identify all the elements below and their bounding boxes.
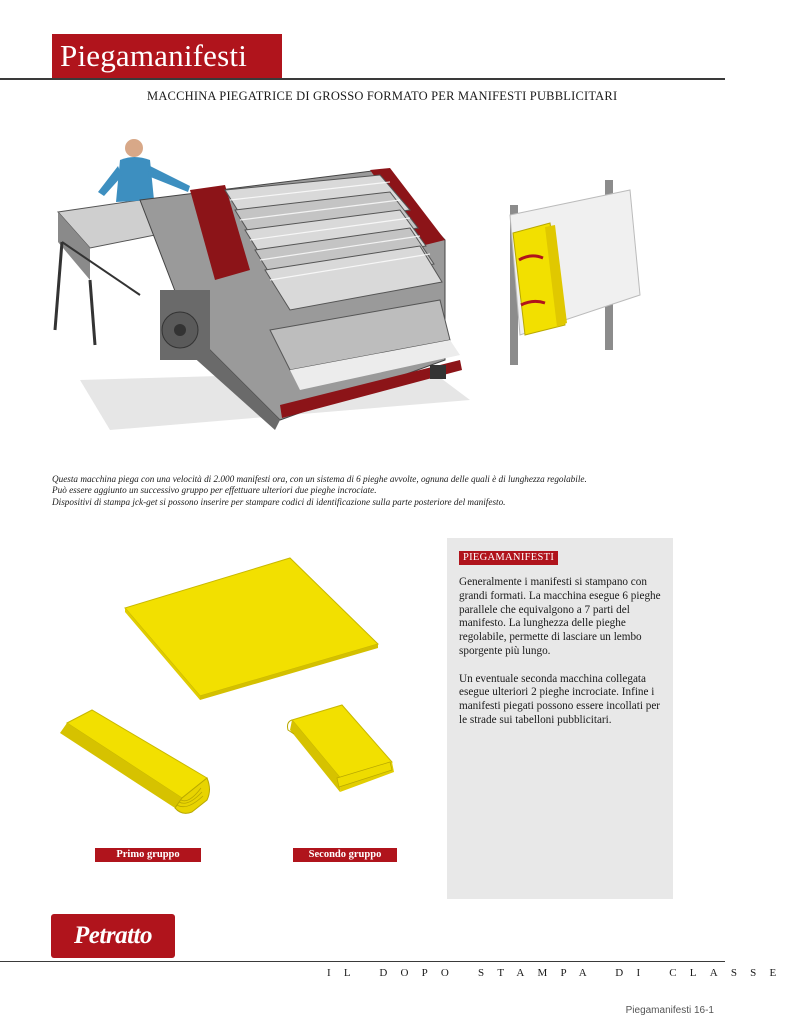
page-subtitle: MACCHINA PIEGATRICE DI GROSSO FORMATO PER MANIFESTI PUBBLICITARI [147, 89, 618, 103]
sidebar-paragraph: Un eventuale seconda macchina collegata esegue ulteriori 2 pieghe incrociate. Infine i manifesti piegati possono essere incollati per le strade sui tabelloni pubblicitari. [459, 672, 661, 726]
caption-line: Dispositivi di stampa jck-get si possono inserire per stampare codici di identificazione sulla parte posteriore del manifesto. [52, 496, 506, 507]
page-number: Piegamanifesti 16-1 [625, 1005, 714, 1016]
flat-poster-sheet [120, 556, 380, 701]
footer-divider [0, 961, 725, 962]
folding-detail-diagram [495, 175, 645, 370]
second-group-label: Secondo gruppo [293, 848, 397, 862]
machine-caption [52, 474, 652, 508]
caption-line: Può essere aggiunto un successivo gruppo per effettuare ulteriori due pieghe incrociate. [52, 485, 377, 496]
first-group-label: Primo gruppo [95, 848, 201, 862]
second-group-fold [282, 700, 397, 800]
title-divider [0, 78, 725, 80]
sidebar-badge: PIEGAMANIFESTI [459, 551, 558, 565]
folding-machine-photo [50, 130, 475, 450]
first-group-fold [57, 708, 212, 818]
page-title: Piegamanifesti [60, 38, 248, 73]
caption-line: Questa macchina piega con una velocità di 2.000 manifesti ora, con un sistema di 6 pieghe avvolte, ognuna delle quali è di lunghezza regolabile. [52, 474, 587, 484]
sidebar-paragraph: Generalmente i manifesti si stampano con grandi formati. La macchina esegue 6 pieghe parallele che equivalgono a 7 parti del manifesto. La lunghezza delle pieghe regolabile, permette di lasciare un lembo sporgente più lungo. [459, 576, 661, 657]
sidebar-text [459, 576, 664, 742]
footer-slogan: IL DOPO STAMPA DI CLASSE [327, 967, 789, 979]
brand-logo-text: Petratto [74, 922, 152, 949]
